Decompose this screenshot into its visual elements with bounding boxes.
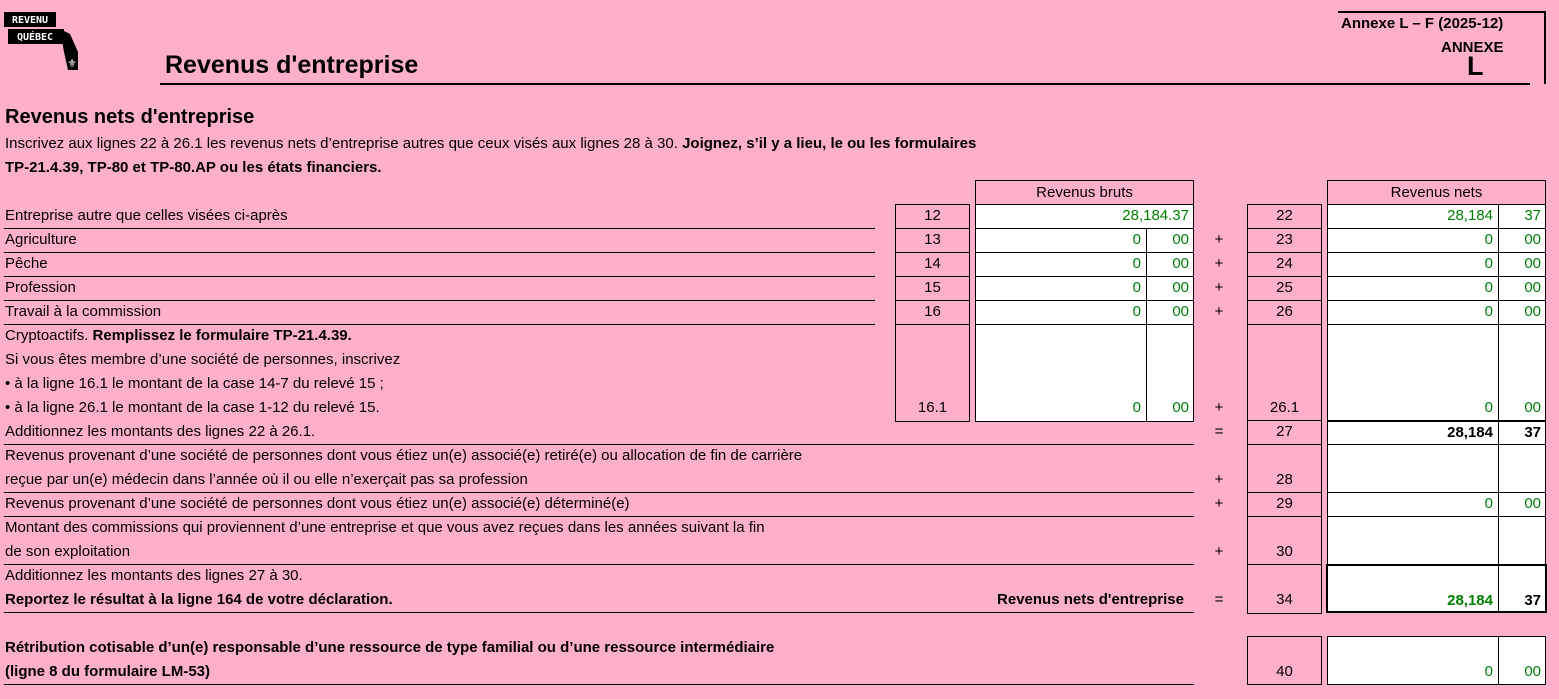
line-40-label-1: Rétribution cotisable d’un(e) responsable d’une ressource de type familial ou d’une ressource intermédiaire: [5, 639, 775, 656]
plus-operator: +: [1214, 543, 1224, 560]
line-number-15: 15: [924, 279, 941, 296]
line-30-label-2: de son exploitation: [5, 543, 131, 560]
page-title: Revenus d'entreprise: [165, 51, 419, 79]
line-number-27: 27: [1276, 423, 1293, 440]
form-code-top-rule: [1338, 11, 1546, 13]
net-value-25-dollars[interactable]: 0: [1484, 279, 1493, 296]
net-column-header: [1327, 180, 1546, 205]
line-number-16-1: 16.1: [917, 399, 948, 416]
gross-value-16-1-dollars[interactable]: 0: [1132, 399, 1141, 416]
annexe-label: ANNEXE: [1441, 39, 1504, 56]
form-code-right-rule: [1544, 11, 1546, 84]
net-column-header-label: Revenus nets: [1390, 184, 1483, 201]
gross-column-header-label: Revenus bruts: [1036, 184, 1133, 201]
line-34-label-2: Reportez le résultat à la ligne 164 de votre déclaration.: [5, 591, 393, 608]
net-value-23-cents[interactable]: 00: [1524, 231, 1541, 248]
net-value-24-cents[interactable]: 00: [1524, 255, 1541, 272]
rule: [975, 324, 1194, 325]
row-label-15: Profession: [5, 279, 76, 296]
net-value-23-dollars[interactable]: 0: [1484, 231, 1493, 248]
crypto-label-line4: • à la ligne 26.1 le montant de la case 1-12 du relevé 15.: [5, 399, 380, 416]
line-29-dollars[interactable]: 0: [1484, 495, 1493, 512]
row-label-14: Pêche: [5, 255, 48, 272]
plus-operator: +: [1214, 471, 1224, 488]
line-number-34: 34: [1276, 591, 1293, 608]
plus-operator: +: [1214, 495, 1224, 512]
intro-normal: Inscrivez aux lignes 22 à 26.1 les revenus nets d’entreprise autres que ceux visés aux lignes 28 à 30.: [5, 135, 678, 152]
plus-operator: +: [1214, 231, 1224, 248]
line-number-13: 13: [924, 231, 941, 248]
net-value-26-1-dollars[interactable]: 0: [1484, 399, 1493, 416]
line-27-dollars: 28,184: [1447, 424, 1493, 441]
line-34-label-1: Additionnez les montants des lignes 27 à 30.: [5, 567, 303, 584]
line-34-cents: 37: [1524, 592, 1541, 609]
line-34-dollars: 28,184: [1447, 592, 1493, 609]
row-label-13: Agriculture: [5, 231, 77, 248]
intro-bold-1: Joignez, s’il y a lieu, le ou les formulaires: [682, 135, 977, 152]
line-number-30: 30: [1276, 543, 1293, 560]
net-value-26-cents[interactable]: 00: [1524, 303, 1541, 320]
line-number-14: 14: [924, 255, 941, 272]
logo-text-revenu: REVENU: [11, 15, 49, 26]
gross-value-15-cents[interactable]: 00: [1172, 279, 1189, 296]
line-27-cents: 37: [1524, 424, 1541, 441]
line-40-cents[interactable]: 00: [1524, 663, 1541, 680]
gross-value-14-cents[interactable]: 00: [1172, 255, 1189, 272]
gross-value-16-cents[interactable]: 00: [1172, 303, 1189, 320]
rule: [1247, 516, 1322, 517]
rule: [4, 684, 1194, 685]
rule: [1327, 324, 1546, 325]
crypto-label-normal: Cryptoactifs.: [5, 327, 89, 344]
gross-value-13-cents[interactable]: 00: [1172, 231, 1189, 248]
line-number-24: 24: [1276, 255, 1293, 272]
plus-operator: +: [1214, 303, 1224, 320]
gross-value-15-dollars[interactable]: 0: [1132, 279, 1141, 296]
plus-operator: +: [1214, 255, 1224, 272]
net-value-25-cents[interactable]: 00: [1524, 279, 1541, 296]
gross-value-12[interactable]: 28,184.37: [1122, 207, 1189, 224]
crypto-label-line2: Si vous êtes membre d’une société de personnes, inscrivez: [5, 351, 401, 368]
gross-value-13-dollars[interactable]: 0: [1132, 231, 1141, 248]
line-27-label: Additionnez les montants des lignes 22 à 26.1.: [5, 423, 316, 440]
line-28-label-2: reçue par un(e) médecin dans l’année où il ou elle n’exerçait pas sa profession: [5, 471, 528, 488]
rule: [4, 612, 1194, 613]
row-label-12: Entreprise autre que celles visées ci-après: [5, 207, 288, 224]
title-underline: [160, 83, 1530, 85]
row-label-16: Travail à la commission: [5, 303, 162, 320]
form-code: Annexe L – F (2025-12): [1341, 15, 1504, 32]
net-value-22-dollars[interactable]: 28,184: [1447, 207, 1493, 224]
line-40-dollars[interactable]: 0: [1484, 663, 1493, 680]
net-value-26-1-cents[interactable]: 00: [1524, 399, 1541, 416]
line-40-label-2: (ligne 8 du formulaire LM-53): [5, 663, 211, 680]
rule: [4, 228, 875, 229]
gross-value-14-dollars[interactable]: 0: [1132, 255, 1141, 272]
plus-operator: +: [1214, 399, 1224, 416]
line-30-box: [1327, 516, 1546, 565]
svg-text:⚜: ⚜: [67, 58, 77, 70]
net-value-24-dollars[interactable]: 0: [1484, 255, 1493, 272]
gross-value-16-1-cents[interactable]: 00: [1172, 399, 1189, 416]
line-number-26: 26: [1276, 303, 1293, 320]
rule: [1247, 324, 1322, 325]
line-34-caption: Revenus nets d'entreprise: [997, 591, 1184, 608]
line-number-12: 12: [924, 207, 941, 224]
line-number-26-1: 26.1: [1269, 399, 1300, 416]
plus-operator: +: [1214, 279, 1224, 296]
revenu-quebec-logo: [4, 12, 80, 74]
crypto-label-line1: [5, 324, 352, 348]
line-number-40: 40: [1276, 663, 1293, 680]
equals-operator: =: [1214, 591, 1224, 608]
line-number-25: 25: [1276, 279, 1293, 296]
line-number-22: 22: [1276, 207, 1293, 224]
line-29-cents[interactable]: 00: [1524, 495, 1541, 512]
equals-operator: =: [1214, 423, 1224, 440]
crypto-label-bold: Remplissez le formulaire TP-21.4.39.: [92, 327, 352, 344]
logo-text-quebec: QUÉBEC: [16, 32, 54, 43]
line-number-28: 28: [1276, 471, 1293, 488]
section-intro-line2: TP-21.4.39, TP-80 et TP-80.AP ou les états financiers.: [5, 159, 382, 176]
net-value-22-cents[interactable]: 37: [1524, 207, 1541, 224]
rule: [1498, 444, 1499, 493]
crypto-label-line3: • à la ligne 16.1 le montant de la case 14-7 du relevé 15 ;: [5, 375, 384, 392]
rule: [1247, 444, 1322, 445]
rule: [4, 252, 875, 253]
rule: [4, 276, 875, 277]
line-number-23: 23: [1276, 231, 1293, 248]
line-28-label-1: Revenus provenant d’une société de personnes dont vous étiez un(e) associé(e) retiré(e) ou allocation de fin de carrière: [5, 447, 803, 464]
net-value-26-dollars[interactable]: 0: [1484, 303, 1493, 320]
section-title: Revenus nets d'entreprise: [5, 106, 255, 128]
line-30-label-1: Montant des commissions qui proviennent d’une entreprise et que vous avez reçues dans les années suivant la fin: [5, 519, 765, 536]
rule: [895, 324, 970, 325]
line-number-16: 16: [924, 303, 941, 320]
section-intro-line1: [5, 132, 976, 156]
gross-column-header: [975, 180, 1194, 205]
gross-value-16-dollars[interactable]: 0: [1132, 303, 1141, 320]
rule: [1498, 516, 1499, 565]
line-28-box: [1327, 444, 1546, 493]
rule: [1247, 564, 1322, 565]
line-number-29: 29: [1276, 495, 1293, 512]
line-29-label: Revenus provenant d’une société de personnes dont vous étiez un(e) associé(e) déterminé(e): [5, 495, 630, 512]
annexe-letter: L: [1467, 51, 1484, 81]
